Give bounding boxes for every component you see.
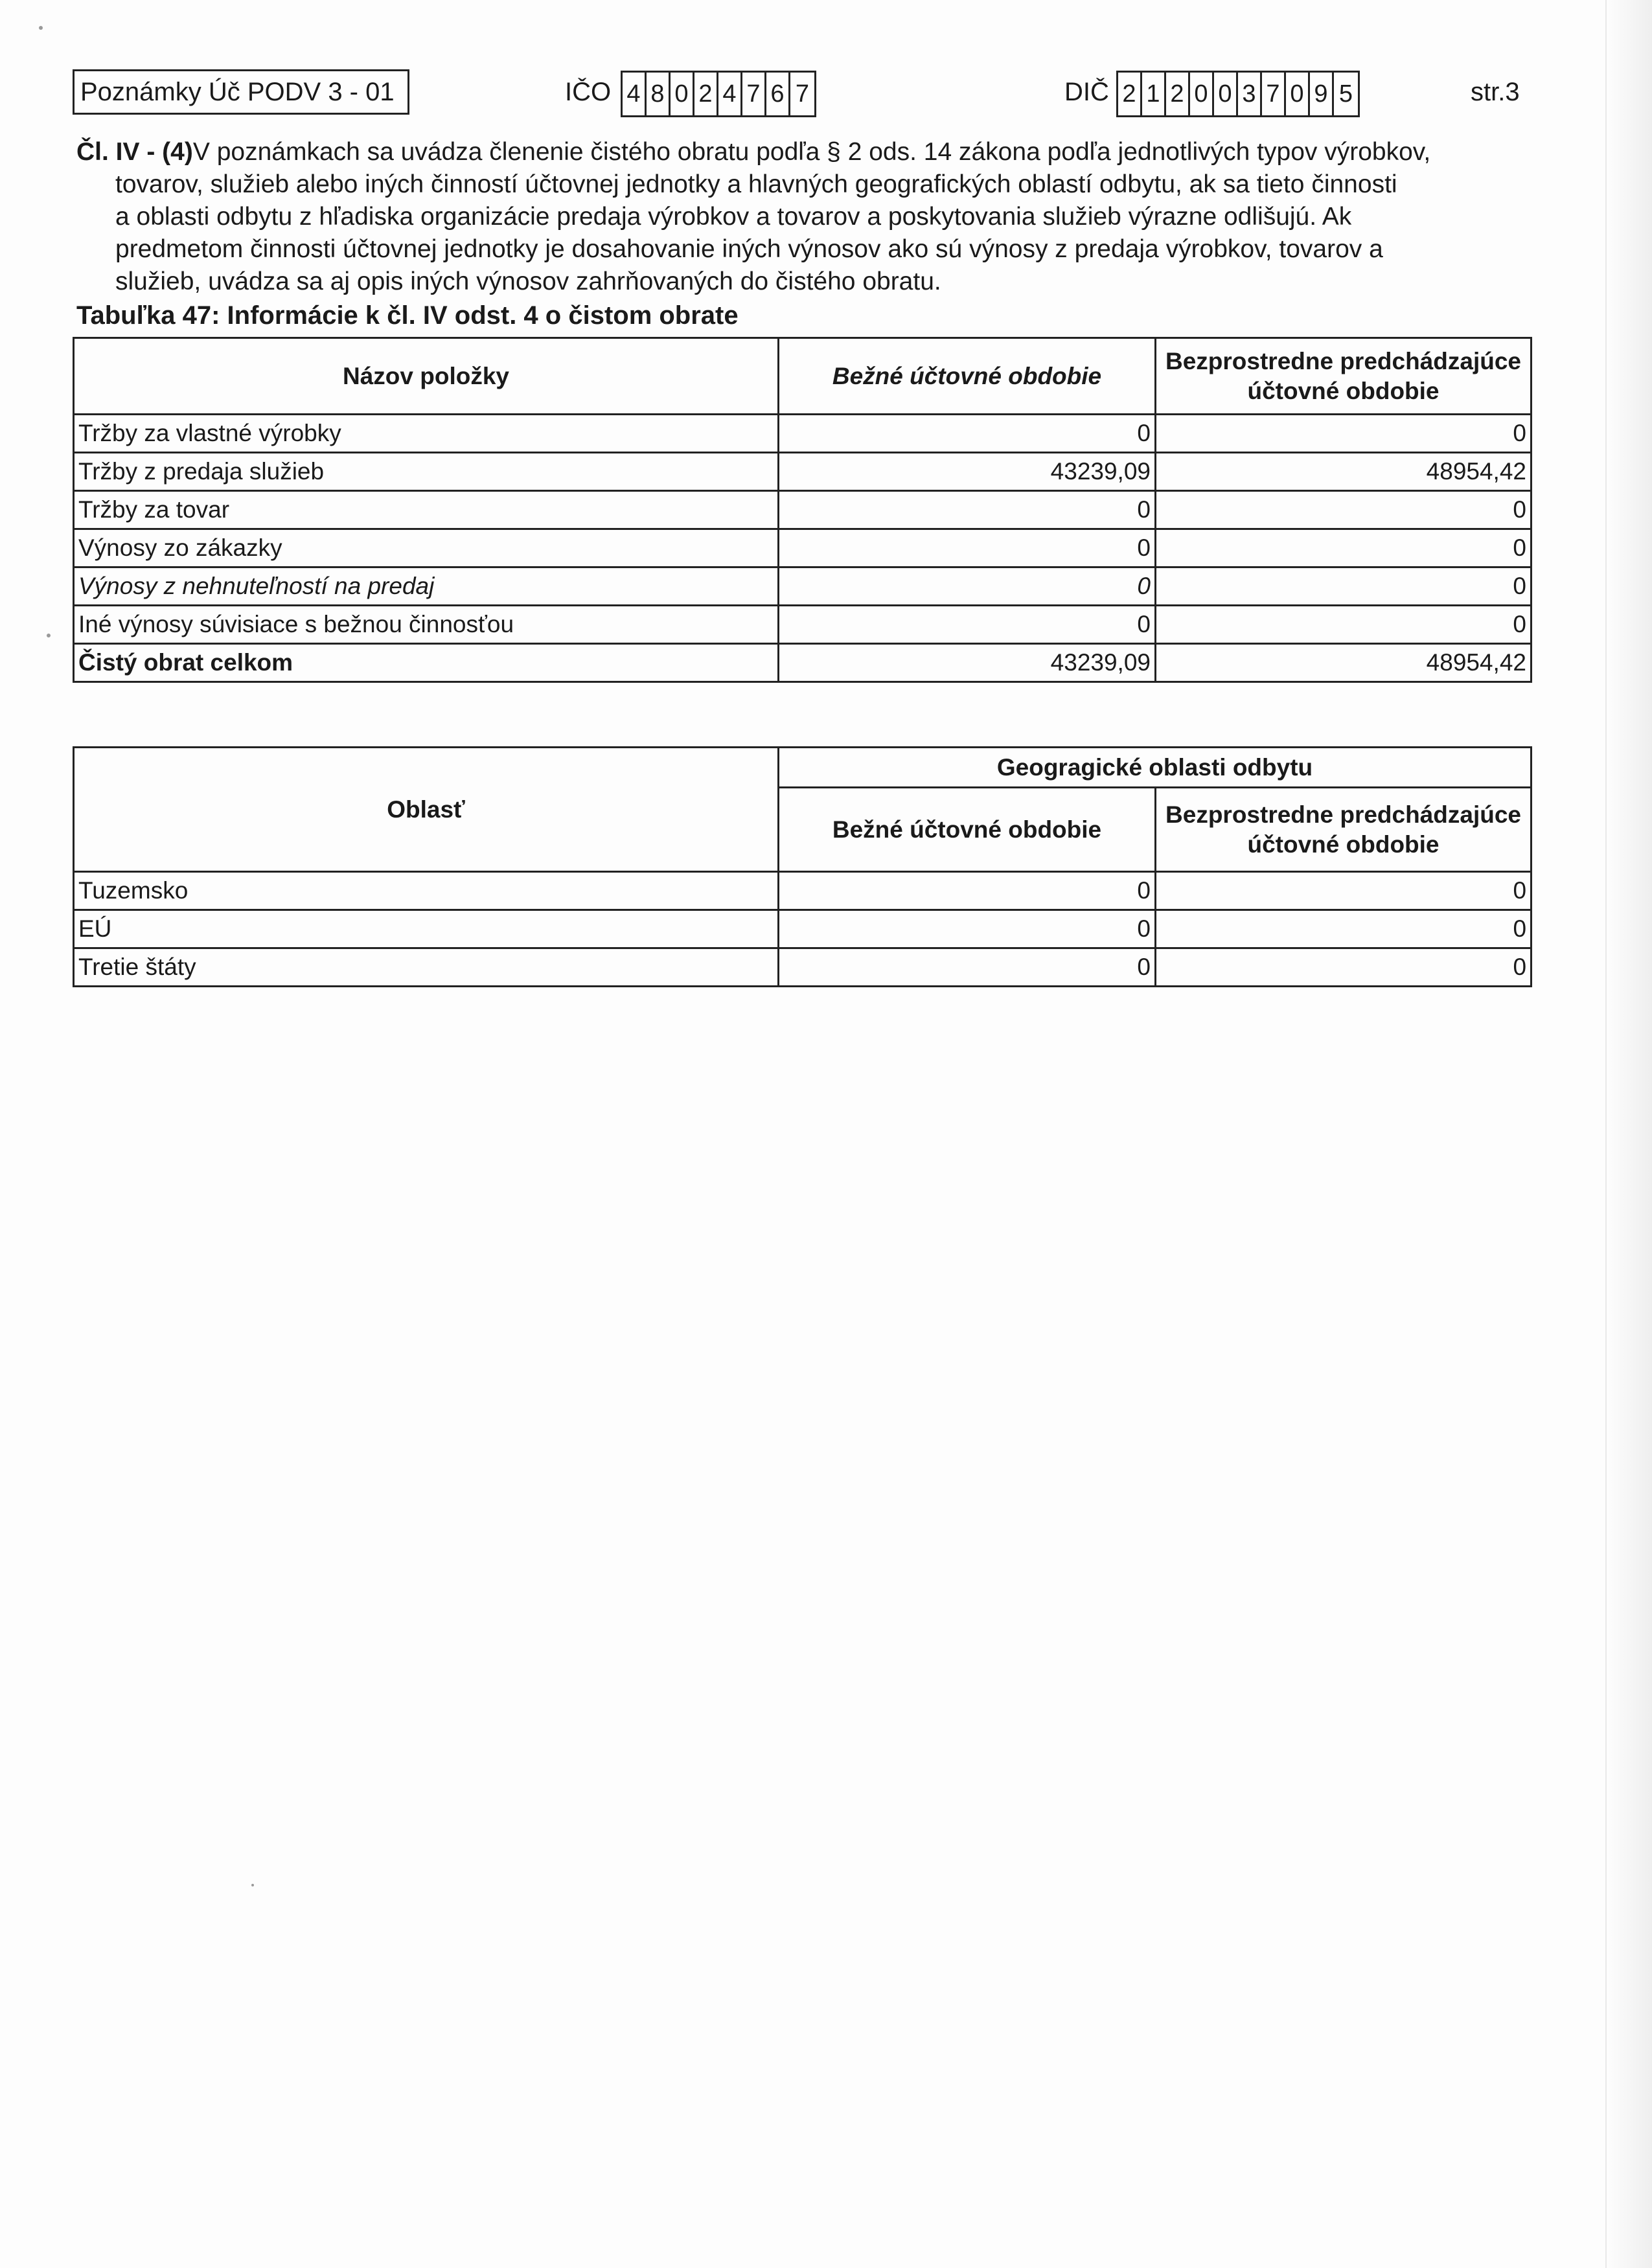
current-value: 43239,09 xyxy=(779,453,1156,491)
table-row xyxy=(74,453,1532,491)
ico-digit: 2 xyxy=(694,73,718,115)
ico-digit: 7 xyxy=(742,73,766,115)
current-value: 43239,09 xyxy=(779,644,1156,682)
current-value: 0 xyxy=(779,567,1156,606)
previous-value: 0 xyxy=(1156,872,1532,910)
table-row xyxy=(74,567,1532,606)
column-header-region: Oblasť xyxy=(74,748,779,872)
current-value: 0 xyxy=(779,529,1156,567)
table-row xyxy=(74,415,1532,453)
previous-value: 48954,42 xyxy=(1156,453,1532,491)
column-header-current-period: Bežné účtovné obdobie xyxy=(779,338,1156,415)
table-row xyxy=(74,910,1532,948)
previous-value: 0 xyxy=(1156,491,1532,529)
previous-value: 0 xyxy=(1156,529,1532,567)
dic-digit: 5 xyxy=(1338,80,1353,108)
column-header-previous-period: Bezprostredne predchádzajúce účtovné obdobie xyxy=(1156,788,1532,872)
intro-line: predmetom činnosti účtovnej jednotky je dosahovanie iných výnosov ako sú výnosy z predaja výrobkov, tovarov a xyxy=(115,235,1383,263)
column-header-previous-period: Bezprostredne predchádzajúce účtovné obdobie xyxy=(1156,338,1532,415)
row-label: Tretie štáty xyxy=(74,948,779,987)
form-code-box: Poznámky Úč PODV 3 - 01 xyxy=(73,69,409,115)
dic-digit-boxes xyxy=(1116,71,1360,117)
current-value: 0 xyxy=(779,606,1156,644)
current-value: 0 xyxy=(779,415,1156,453)
page-number: str.3 xyxy=(1471,78,1520,106)
intro-paragraph xyxy=(76,136,1528,298)
previous-value: 0 xyxy=(1156,415,1532,453)
scan-speck xyxy=(47,634,51,637)
table-row xyxy=(74,529,1532,567)
intro-line xyxy=(76,136,1528,168)
ico-digit: 0 xyxy=(671,73,694,115)
dic-digit: 0 xyxy=(1286,73,1310,115)
ico-digit: 6 xyxy=(766,73,790,115)
table-row xyxy=(74,872,1532,910)
intro-line: tovarov, služieb alebo iných činností účtovnej jednotky a hlavných geografických oblastí odbytu, ak sa tieto činnosti xyxy=(115,170,1397,198)
dic-digit: 1 xyxy=(1142,73,1166,115)
dic-digit: 0 xyxy=(1190,73,1214,115)
ico-digit: 7 xyxy=(795,80,810,108)
scan-edge-shadow xyxy=(1607,0,1652,2268)
ico-digit: 4 xyxy=(623,73,647,115)
ico-digit-boxes xyxy=(621,71,816,117)
dic-digit: 9 xyxy=(1310,73,1334,115)
row-label: Tržby za vlastné výrobky xyxy=(74,415,779,453)
ico-label: IČO xyxy=(565,78,612,106)
previous-value: 0 xyxy=(1156,910,1532,948)
previous-value: 0 xyxy=(1156,606,1532,644)
column-group-header: Geogragické oblasti odbytu xyxy=(779,748,1532,788)
row-label: Výnosy zo zákazky xyxy=(74,529,779,567)
table-row xyxy=(74,606,1532,644)
previous-value: 48954,42 xyxy=(1156,644,1532,682)
ico-digit: 4 xyxy=(718,73,742,115)
scan-speck xyxy=(39,26,43,30)
row-label: Tržby za tovar xyxy=(74,491,779,529)
net-turnover-table xyxy=(73,337,1532,683)
table-header-row xyxy=(74,338,1532,415)
column-header-current-period: Bežné účtovné obdobie xyxy=(779,788,1156,872)
table-total-row xyxy=(74,644,1532,682)
previous-value: 0 xyxy=(1156,567,1532,606)
row-label: Výnosy z nehnuteľností na predaj xyxy=(74,567,779,606)
intro-line-text: V poznámkach sa uvádza členenie čistého obratu podľa § 2 ods. 14 zákona podľa jednotlivých typov výrobkov, xyxy=(192,138,1431,166)
column-header-item-name: Názov položky xyxy=(74,338,779,415)
row-label: Iné výnosy súvisiace s bežnou činnosťou xyxy=(74,606,779,644)
table-row xyxy=(74,948,1532,987)
current-value: 0 xyxy=(779,948,1156,987)
dic-digit: 0 xyxy=(1214,73,1238,115)
geographic-regions-table xyxy=(73,746,1532,987)
row-label: EÚ xyxy=(74,910,779,948)
ico-digit: 8 xyxy=(647,73,671,115)
current-value: 0 xyxy=(779,491,1156,529)
table-header-row xyxy=(74,748,1532,788)
intro-lead: Čl. IV - (4) xyxy=(76,138,193,166)
dic-digit: 7 xyxy=(1262,73,1286,115)
row-label: Tržby z predaja služieb xyxy=(74,453,779,491)
dic-label: DIČ xyxy=(1064,78,1109,106)
dic-digit: 3 xyxy=(1238,73,1262,115)
dic-digit: 2 xyxy=(1118,73,1142,115)
row-label: Tuzemsko xyxy=(74,872,779,910)
scan-speck xyxy=(251,1884,254,1886)
current-value: 0 xyxy=(779,872,1156,910)
dic-digit: 2 xyxy=(1166,73,1190,115)
table-caption: Tabuľka 47: Informácie k čl. IV odst. 4 o čistom obrate xyxy=(76,301,739,330)
intro-line: služieb, uvádza sa aj opis iných výnosov zahrňovaných do čistého obratu. xyxy=(115,268,941,295)
row-label: Čistý obrat celkom xyxy=(74,644,779,682)
intro-line: a oblasti odbytu z hľadiska organizácie predaja výrobkov a tovarov a poskytovania služieb výrazne odlišujú. Ak xyxy=(115,203,1352,231)
previous-value: 0 xyxy=(1156,948,1532,987)
current-value: 0 xyxy=(779,910,1156,948)
table-row xyxy=(74,491,1532,529)
